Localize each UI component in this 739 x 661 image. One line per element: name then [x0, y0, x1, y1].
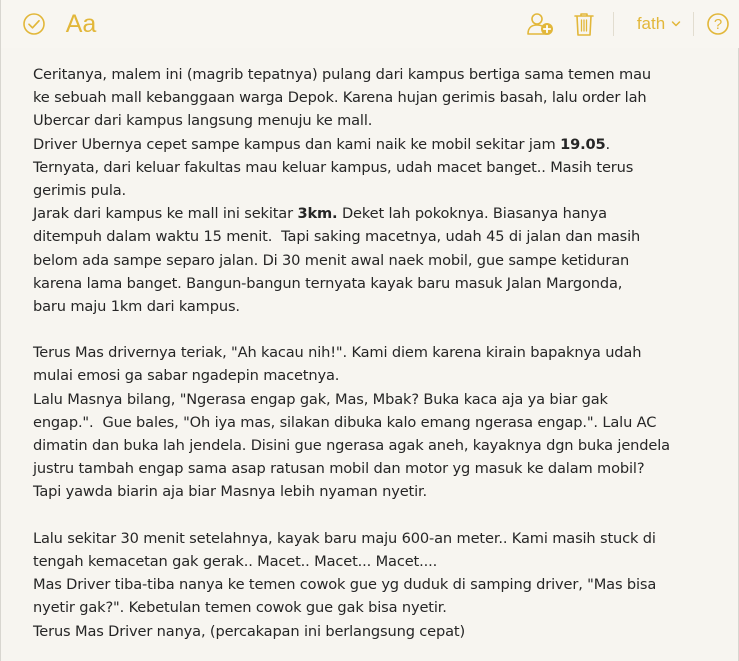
help-icon	[706, 12, 730, 36]
note-line	[33, 133, 723, 156]
add-people-button[interactable]	[523, 0, 557, 48]
toolbar	[1, 0, 739, 48]
text-run: Lalu Masnya bilang, "Ngerasa engap gak, Mas, Mbak? Buka kaca aja ya biar gak	[33, 390, 608, 408]
note-line	[33, 596, 723, 619]
text-run: baru maju 1km dari kampus.	[33, 297, 240, 315]
text-run: Ubercar dari kampus langsung menuju ke mall.	[33, 112, 373, 130]
note-line	[33, 225, 723, 248]
note-line	[33, 341, 723, 364]
text-run: Driver Ubernya cepet sampe kampus dan kami naik ke mobil sekitar jam	[33, 135, 561, 153]
delete-button[interactable]	[569, 0, 599, 48]
chevron-down-icon	[671, 20, 681, 28]
note-line	[33, 156, 723, 179]
note-line	[33, 411, 723, 434]
note-line	[33, 318, 723, 341]
note-line	[33, 550, 723, 573]
text-run: karena lama banget. Bangun-bangun ternyata kayak baru masuk Jalan Margonda,	[33, 274, 623, 292]
note-line	[33, 364, 723, 387]
text-run: nyetir gak?". Kebetulan temen cowok gue gak bisa nyetir.	[33, 599, 447, 617]
account-menu[interactable]	[627, 0, 691, 48]
note-body[interactable]	[33, 63, 723, 643]
note-line	[33, 272, 723, 295]
svg-text:?: ?	[713, 16, 723, 33]
text-run: mulai emosi ga sabar ngadepin macetnya.	[33, 367, 340, 385]
toolbar-divider	[613, 12, 614, 36]
text-run: belom ada sampe separo jalan. Di 30 menit awal naek mobil, gue sampe ketiduran	[33, 251, 630, 269]
checklist-button[interactable]	[19, 0, 49, 48]
text-run: Ternyata, dari keluar fakultas mau keluar kampus, udah macet banget.. Masih terus	[33, 158, 634, 176]
user-name: fath	[636, 14, 666, 33]
note-line	[33, 202, 723, 225]
note-line	[33, 63, 723, 86]
note-line	[33, 86, 723, 109]
note-line	[33, 249, 723, 272]
add-person-icon	[525, 11, 555, 37]
text-run: Tapi yawda biarin aja biar Masnya lebih nyaman nyetir.	[33, 483, 428, 501]
help-button[interactable]	[703, 0, 733, 48]
note-line	[33, 573, 723, 596]
text-run: ditempuh dalam waktu 15 menit. Tapi saking macetnya, udah 45 di jalan dan masih	[33, 228, 641, 246]
note-line	[33, 388, 723, 411]
text-run: Terus Mas Driver nanya, (percakapan ini berlangsung cepat)	[33, 622, 466, 640]
note-line	[33, 109, 723, 132]
note-line	[33, 179, 723, 202]
text-run: engap.". Gue bales, "Oh iya mas, silakan dibuka kalo emang ngerasa engap.". Lalu AC	[33, 413, 657, 431]
text-run: Terus Mas drivernya teriak, "Ah kacau nih!". Kami diem karena kirain bapaknya udah	[33, 344, 642, 362]
checkmark-circle-icon	[22, 12, 46, 36]
note-line	[33, 620, 723, 643]
text-run: .	[605, 135, 611, 153]
text-run: Lalu sekitar 30 menit setelahnya, kayak baru maju 600-an meter.. Kami masih stuck di	[33, 529, 656, 547]
text-run: ke sebuah mall kebanggaan warga Depok. Karena hujan gerimis basah, lalu order lah	[33, 89, 647, 107]
text-run: justru tambah engap sama asap ratusan mobil dan motor yg masuk ke dalam mobil?	[33, 460, 645, 478]
note-line	[33, 480, 723, 503]
note-line	[33, 457, 723, 480]
format-label: Aa	[65, 9, 97, 38]
text-run: Deket lah pokoknya. Biasanya hanya	[337, 205, 607, 223]
note-line	[33, 527, 723, 550]
note-line	[33, 434, 723, 457]
text-run: tengah kemacetan gak gerak.. Macet.. Macet... Macet....	[33, 552, 438, 570]
bold-text: 19.05	[560, 135, 606, 153]
note-line	[33, 295, 723, 318]
bold-text: 3km.	[297, 205, 338, 223]
text-run: Mas Driver tiba-tiba nanya ke temen cowok gue yg duduk di samping driver, "Mas bisa	[33, 576, 657, 594]
text-run: gerimis pula.	[33, 181, 127, 199]
toolbar-divider	[693, 12, 694, 36]
format-button[interactable]	[61, 0, 101, 48]
text-run: dimatin dan buka lah jendela. Disini gue ngerasa agak aneh, kayaknya dgn buka jendela	[33, 437, 670, 454]
trash-icon	[573, 11, 595, 37]
note-line	[33, 504, 723, 527]
text-run: Ceritanya, malem ini (magrib tepatnya) pulang dari kampus bertiga sama temen mau	[33, 66, 651, 83]
text-run: Jarak dari kampus ke mall ini sekitar	[33, 205, 298, 223]
